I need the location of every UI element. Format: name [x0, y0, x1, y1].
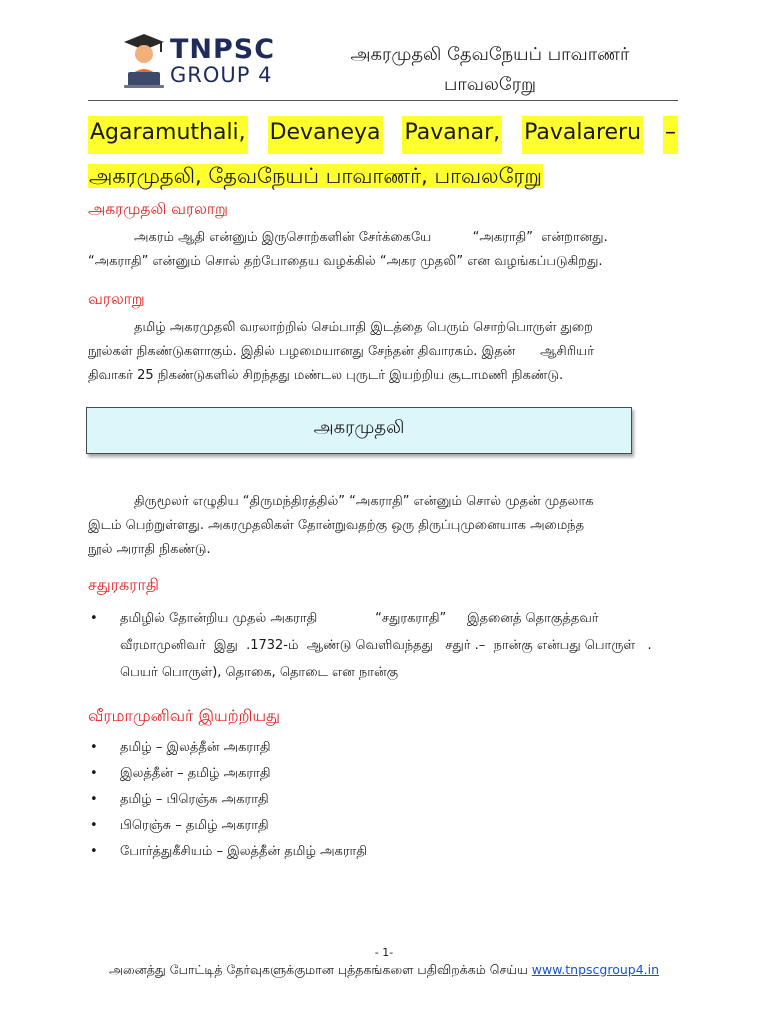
- list-item: • தமிழ் – பிரெஞ்சு அகராதி: [88, 787, 678, 813]
- list-item: [88, 605, 678, 686]
- section-heading-agaramuthali-history: அகரமுதலி வரலாறு: [88, 200, 228, 218]
- list-item: • போர்த்துகீசியம் – இலத்தீன் தமிழ் அகராதி: [88, 839, 678, 865]
- paragraph-line: தமிழ் அகரமுதலி வரலாற்றில் செம்பாதி இடத்தை பெரும் சொற்பொருள் துறை: [134, 320, 594, 335]
- list-item: • தமிழ் – இலத்தீன் அகராதி: [88, 735, 678, 761]
- title-line-2: [88, 160, 678, 192]
- header-title-line-1: அகரமுதலி தேவநேயப் பாவாணர்: [350, 44, 630, 65]
- logo-line-1: TNPSC: [170, 34, 276, 65]
- agaramuthali-title-box: [86, 407, 632, 454]
- tnpsc-logo: [118, 30, 278, 92]
- section-1-paragraph: [88, 226, 676, 274]
- title-word: –: [663, 116, 678, 154]
- section-3-paragraph: [88, 490, 676, 562]
- paragraph-line: இடம் பெற்றுள்ளது. அகரமுதலிகள் தோன்றுவதற்கு ஒரு திருப்புமுனையாக அமைந்த: [88, 518, 585, 533]
- bullet-line: • தமிழில் தோன்றிய முதல் அகராதி “சதுரகராதி” இதனைத் தொகுத்தவர்: [120, 611, 599, 626]
- footer-text: [0, 962, 768, 979]
- logo-line-2: GROUP 4: [170, 63, 273, 87]
- graduate-laptop-icon: [122, 32, 166, 90]
- paragraph-line: அகரம் ஆதி என்னும் இருசொற்களின் சேர்க்கையே “அகராதி” என்றானது.: [134, 230, 608, 245]
- list-item: • பிரெஞ்சு – தமிழ் அகராதி: [88, 813, 678, 839]
- paragraph-line: நூல் அராதி நிகண்டு.: [88, 542, 211, 557]
- header-title-line-2: பாவலரேறு: [443, 74, 537, 95]
- section-2-paragraph: [88, 316, 676, 388]
- page-title: [88, 116, 678, 192]
- header-divider: [88, 100, 678, 101]
- paragraph-line: நூல்கள் நிகண்டுகளாகும். இதில் பழமையானது சேந்தன் திவாரகம். இதன் ஆசிரியர்: [88, 344, 594, 359]
- page-number: - 1-: [374, 946, 394, 959]
- title-line-2-text: அகரமுதலி, தேவநேயப் பாவாணர், பாவலரேறு: [89, 164, 542, 188]
- list-item: • இலத்தீன் – தமிழ் அகராதி: [88, 761, 678, 787]
- sathurakarathi-list: [88, 605, 678, 686]
- footer-message: அனைத்து போட்டித் தேர்வுகளுக்குமான புத்தகங்களை பதிவிறக்கம் செய்ய: [108, 962, 532, 977]
- website-link[interactable]: www.tnpscgroup4.in: [531, 962, 660, 977]
- section-heading-veeramamunivar-works: வீரமாமுனிவர் இயற்றியது: [88, 706, 281, 725]
- veeramamunivar-works-list: [88, 735, 678, 865]
- bullet-line: பெயர் பொருள்), தொகை, தொடை என நான்கு: [120, 665, 399, 680]
- title-word: Pavalareru: [522, 116, 643, 154]
- section-heading-sathurakarathi: சதுரகராதி: [88, 575, 159, 594]
- paragraph-line: திருமூலர் எழுதிய “திருமந்திரத்தில்” “அகராதி” என்னும் சொல் முதன் முதலாக: [134, 494, 594, 509]
- title-word: Agaramuthali,: [88, 116, 248, 154]
- title-word: Devaneya: [268, 116, 383, 154]
- title-line-1: [88, 116, 678, 154]
- title-word: Pavanar,: [402, 116, 502, 154]
- header-title: [300, 40, 680, 100]
- paragraph-line: “அகராதி” என்னும் சொல் தற்போதைய வழக்கில் “அகர முதலி” என வழங்கப்படுகிறது.: [88, 254, 603, 269]
- box-title: அகரமுதலி: [313, 417, 405, 438]
- bullet-line: வீரமாமுனிவர் இது .1732-ம் ஆண்டு வெளிவந்தது சதுர் .– நான்கு என்பது பொருள் .: [120, 638, 652, 653]
- section-heading-history: வரலாறு: [88, 290, 145, 308]
- paragraph-line: திவாகர் 25 நிகண்டுகளில் சிறந்தது மண்டல புருடர் இயற்றிய சூடாமணி நிகண்டு.: [88, 368, 564, 383]
